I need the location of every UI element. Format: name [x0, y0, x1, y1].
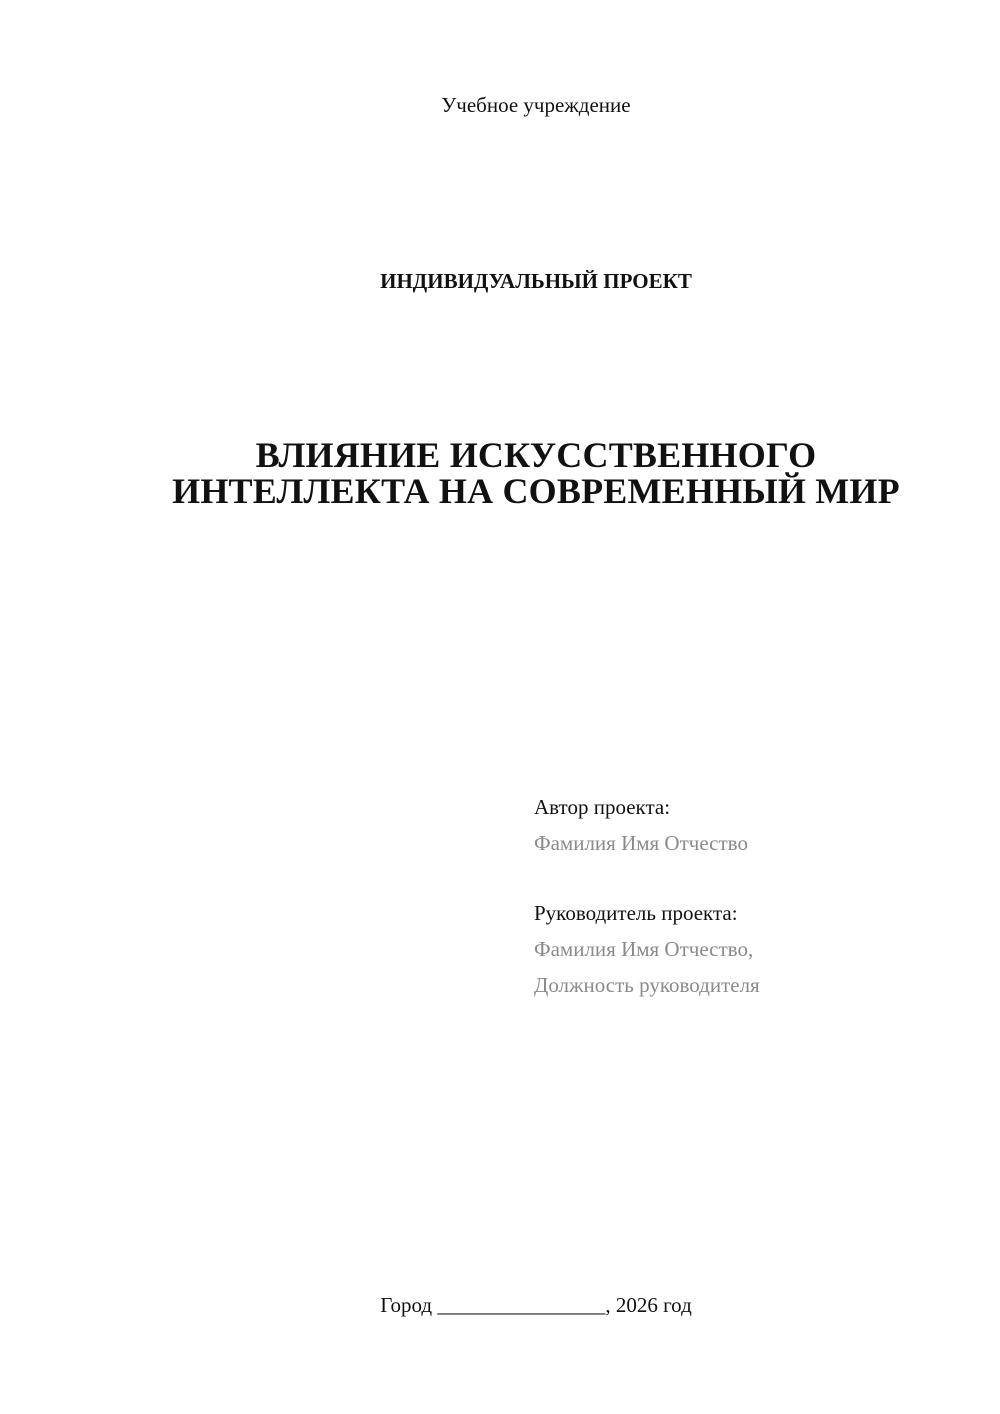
- supervisor-name: Фамилия Имя Отчество,: [534, 937, 754, 961]
- supervisor-position: Должность руководителя: [534, 973, 760, 997]
- document-type: ИНДИВИДУАЛЬНЫЙ ПРОЕКТ: [380, 269, 692, 293]
- document-title-line-2: ИНТЕЛЛЕКТА НА СОВРЕМЕННЫЙ МИР: [172, 471, 900, 511]
- document-title-line-1: ВЛИЯНИЕ ИСКУССТВЕННОГО: [255, 435, 817, 475]
- supervisor-label: Руководитель проекта:: [534, 901, 738, 925]
- document-title: [0, 437, 1000, 509]
- credits-block: [534, 789, 760, 1003]
- author-name: Фамилия Имя Отчество: [534, 831, 748, 855]
- author-label: Автор проекта:: [534, 795, 671, 819]
- credits-spacer: [534, 861, 760, 895]
- institution-name: Учебное учреждение: [441, 93, 631, 117]
- city-year-line: Город ________________, 2026 год: [380, 1293, 692, 1317]
